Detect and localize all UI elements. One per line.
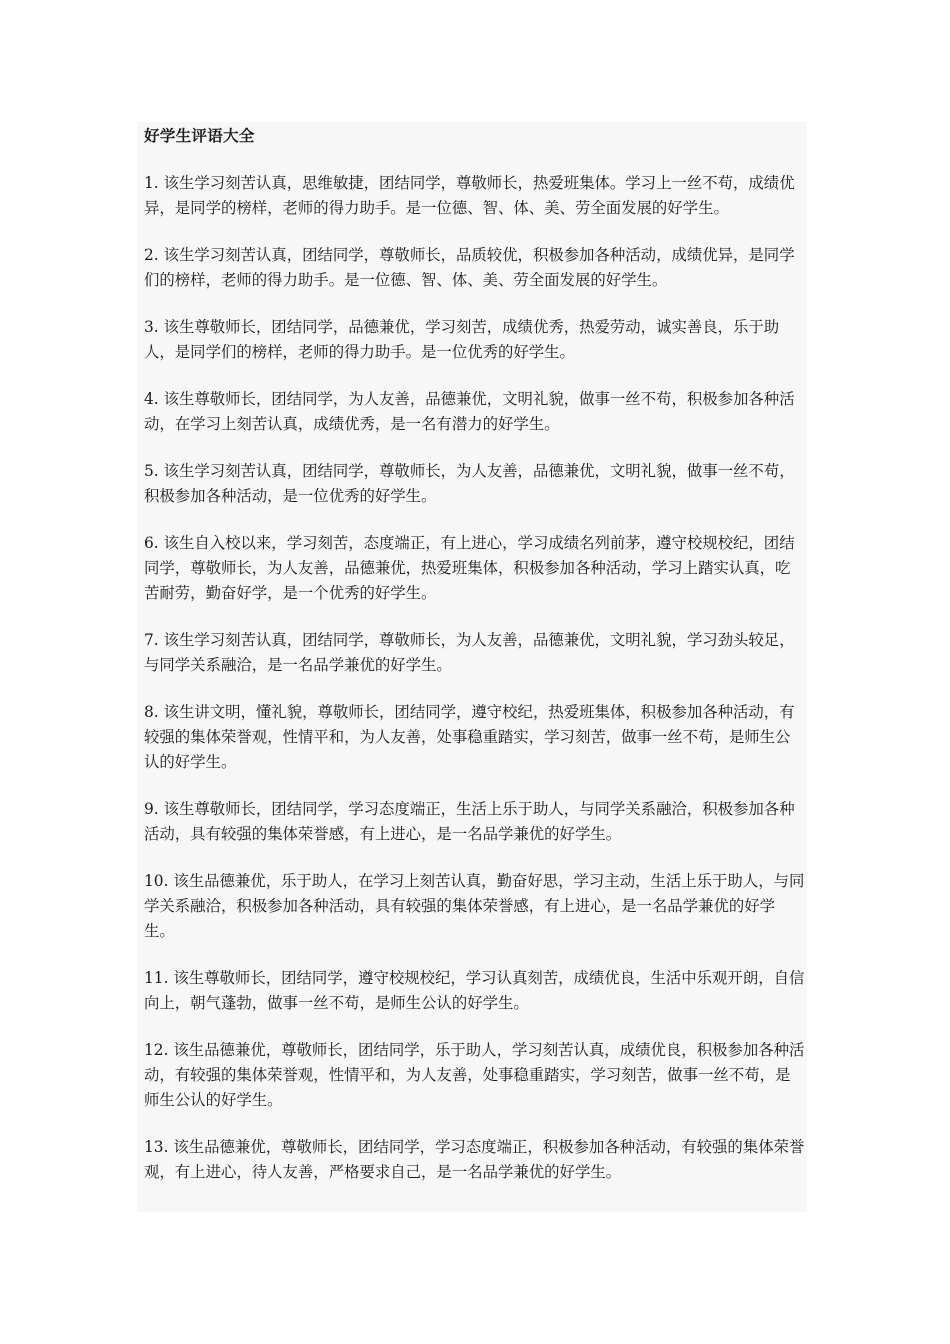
comment-paragraph-12: 12. 该生品德兼优，尊敬师长，团结同学，乐于助人，学习刻苦认真，成绩优良，积极参加各种活动，有较强的集体荣誉观，性情平和，为人友善，处事稳重踏实，学习刻苦，做事一丝不苟，是师生公认的好学生。	[144, 1041, 805, 1109]
comment-paragraph-10: 10. 该生品德兼优，乐于助人，在学习上刻苦认真，勤奋好思，学习主动，生活上乐于助人，与同学关系融洽，积极参加各种活动，具有较强的集体荣誉感，有上进心，是一名品学兼优的好学生。	[144, 872, 805, 940]
document-title: 好学生评语大全	[144, 126, 255, 145]
comment-paragraph-3: 3. 该生尊敬师长，团结同学，品德兼优，学习刻苦，成绩优秀，热爱劳动，诚实善良，乐于助人，是同学们的榜样，老师的得力助手。是一位优秀的好学生。	[144, 317, 780, 361]
document-body	[137, 122, 807, 1212]
comment-paragraph-2: 2. 该生学习刻苦认真，团结同学，尊敬师长，品质较优，积极参加各种活动，成绩优异，是同学们的榜样，老师的得力助手。是一位德、智、体、美、劳全面发展的好学生。	[144, 245, 795, 289]
comment-paragraph-6: 6. 该生自入校以来，学习刻苦，态度端正，有上进心，学习成绩名列前茅，遵守校规校纪，团结同学，尊敬师长，为人友善，品德兼优，热爱班集体，积极参加各种活动，学习上踏实认真，吃苦耐劳，勤奋好学，是一个优秀的好学生。	[144, 534, 795, 602]
comment-paragraph-4: 4. 该生尊敬师长，团结同学，为人友善，品德兼优，文明礼貌，做事一丝不苟，积极参加各种活动，在学习上刻苦认真，成绩优秀，是一名有潜力的好学生。	[144, 390, 795, 433]
comment-paragraph-7: 7. 该生学习刻苦认真，团结同学，尊敬师长，为人友善，品德兼优，文明礼貌，学习劲头较足，与同学关系融洽，是一名品学兼优的好学生。	[144, 631, 795, 674]
comment-paragraph-5: 5. 该生学习刻苦认真，团结同学，尊敬师长，为人友善，品德兼优，文明礼貌，做事一丝不苟，积极参加各种活动，是一位优秀的好学生。	[144, 462, 795, 505]
comment-paragraph-9: 9. 该生尊敬师长，团结同学，学习态度端正，生活上乐于助人，与同学关系融洽，积极参加各种活动，具有较强的集体荣誉感，有上进心，是一名品学兼优的好学生。	[144, 800, 795, 843]
comment-paragraph-1: 1. 该生学习刻苦认真，思维敏捷，团结同学，尊敬师长，热爱班集体。学习上一丝不苟，成绩优异，是同学的榜样，老师的得力助手。是一位德、智、体、美、劳全面发展的好学生。	[144, 173, 795, 217]
comment-paragraph-8: 8. 该生讲文明，懂礼貌，尊敬师长，团结同学，遵守校纪，热爱班集体，积极参加各种活动，有较强的集体荣誉观，性情平和，为人友善，处事稳重踏实，学习刻苦，做事一丝不苟，是师生公认的好学生。	[144, 703, 795, 771]
comment-paragraph-13: 13. 该生品德兼优，尊敬师长，团结同学，学习态度端正，积极参加各种活动，有较强的集体荣誉观，有上进心，待人友善，严格要求自己，是一名品学兼优的好学生。	[144, 1138, 805, 1181]
comment-paragraph-11: 11. 该生尊敬师长，团结同学，遵守校规校纪，学习认真刻苦，成绩优良，生活中乐观开朗，自信向上，朝气蓬勃，做事一丝不苟，是师生公认的好学生。	[144, 969, 805, 1012]
